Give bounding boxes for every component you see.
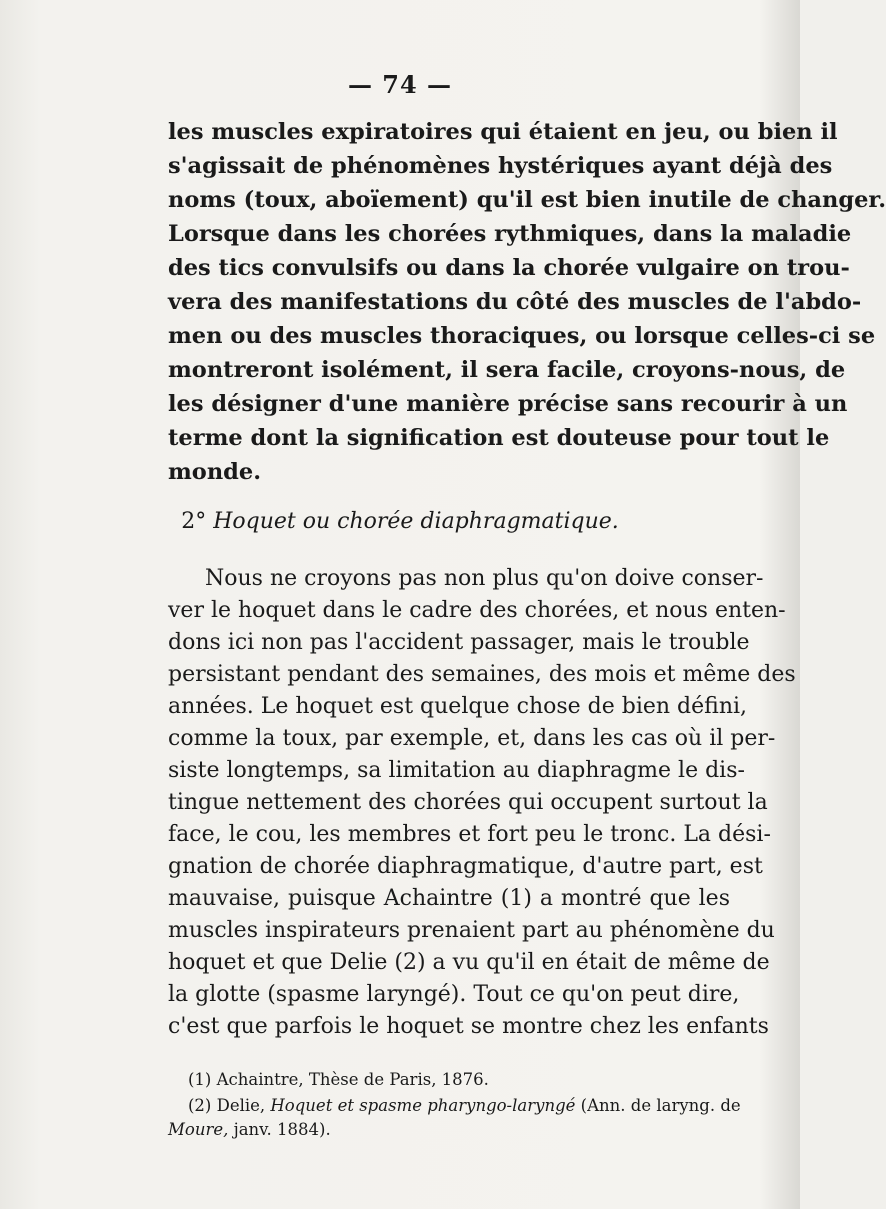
footnote-2: [188, 1094, 741, 1118]
text-line: les muscles expiratoires qui étaient en jeu, ou bien il: [168, 119, 838, 145]
footnote-1: (1) Achaintre, Thèse de Paris, 1876.: [188, 1070, 489, 1089]
text-line: Lorsque dans les chorées rythmiques, dans la maladie: [168, 221, 852, 247]
text-line: les désigner d'une manière précise sans recourir à un: [168, 391, 848, 417]
text-line: montreront isolément, il sera facile, croyons-nous, de: [168, 357, 846, 383]
text-line: c'est que parfois le hoquet se montre chez les enfants: [168, 1014, 769, 1039]
text-line: tingue nettement des chorées qui occupent surtout la: [168, 790, 768, 815]
section-title: Hoquet ou chorée diaphragmatique.: [213, 509, 619, 534]
footnote-2-author: Moure,: [168, 1120, 229, 1139]
text-line: dons ici non pas l'accident passager, mais le trouble: [168, 630, 750, 655]
text-line: monde.: [168, 459, 262, 485]
footnote-2-title: Hoquet et spasme pharyngo-laryngé: [270, 1096, 576, 1115]
section-number: 2°: [181, 509, 207, 534]
footnote-2-continued: [168, 1118, 730, 1142]
text-line: noms (toux, aboïement) qu'il est bien inutile de changer.: [168, 187, 886, 213]
text-line: Nous ne croyons pas non plus qu'on doive conser-: [205, 566, 764, 591]
text-line: la glotte (spasme laryngé). Tout ce qu'on peut dire,: [168, 982, 740, 1007]
footnote-2-date: janv. 1884).: [228, 1120, 331, 1139]
text-line: des tics convulsifs ou dans la chorée vulgaire on trou-: [168, 255, 850, 281]
text-line: face, le cou, les membres et fort peu le tronc. La dési-: [168, 822, 771, 847]
text-line: mauvaise, puisque Achaintre (1) a montré que les: [168, 886, 730, 911]
section-heading: [0, 505, 800, 539]
text-line: comme la toux, par exemple, et, dans les cas où il per-: [168, 726, 776, 751]
page-number: — 74 —: [347, 70, 453, 99]
text-line: persistant pendant des semaines, des mois et même des: [168, 662, 796, 687]
footnote-2-prefix: (2) Delie,: [188, 1096, 271, 1115]
text-line: gnation de chorée diaphragmatique, d'autre part, est: [168, 854, 763, 879]
text-line: men ou des muscles thoraciques, ou lorsque celles-ci se: [168, 323, 876, 349]
text-line: ver le hoquet dans le cadre des chorées, et nous enten-: [168, 598, 786, 623]
text-line: années. Le hoquet est quelque chose de bien défini,: [168, 694, 748, 719]
text-line: siste longtemps, sa limitation au diaphragme le dis-: [168, 758, 745, 783]
text-line: terme dont la signification est douteuse pour tout le: [168, 425, 830, 451]
text-line: muscles inspirateurs prenaient part au phénomène du: [168, 918, 775, 943]
footnote-2-source: (Ann. de laryng. de: [575, 1096, 741, 1115]
text-line: s'agissait de phénomènes hystériques ayant déjà des: [168, 153, 833, 179]
text-line: vera des manifestations du côté des muscles de l'abdo-: [168, 289, 862, 315]
text-line: hoquet et que Delie (2) a vu qu'il en était de même de: [168, 950, 770, 975]
